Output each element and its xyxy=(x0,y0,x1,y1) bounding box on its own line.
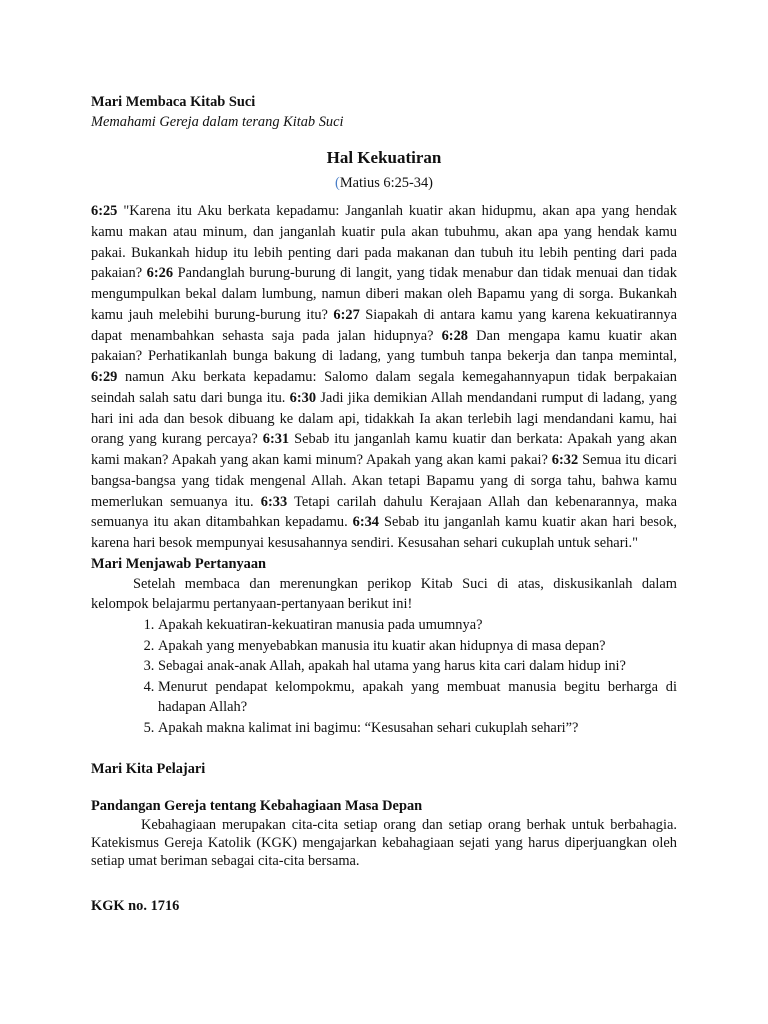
verse-number: 6:31 xyxy=(262,431,290,448)
question-list xyxy=(91,615,677,739)
verse-text: Semua itu dicari bangsa-bangsa yang tidak mengenal Allah. Akan tetapi Bapamu yang di sorga tahu, bahwa kamu memerlukan semuanya itu. xyxy=(91,452,677,510)
reference-text: Matius 6:25-34) xyxy=(339,175,433,191)
scripture-reference xyxy=(91,173,677,193)
scripture-heading: Hal Kekuatiran xyxy=(326,148,442,167)
question-item: 2. Apakah yang menyebabkan manusia itu kuatir akan hidupnya di masa depan? xyxy=(158,636,677,657)
study-heading: Mari Kita Pelajari xyxy=(91,760,206,777)
study-paragraph: Kebahagiaan merupakan cita-cita setiap orang dan setiap orang berhak untuk berbahagia. Katekismus Gereja Katolik (KGK) mengajarkan kebahagiaan sejati yang harus diperjuangkan oleh setiap umat beriman sebagai cita-cita bersama. xyxy=(91,816,677,869)
section-subtitle: Memahami Gereja dalam terang Kitab Suci xyxy=(91,114,344,130)
kgk-heading: KGK no. 1716 xyxy=(91,897,180,914)
verse-number: 6:33 xyxy=(260,493,288,510)
verse-text: Pandanglah burung-burung di langit, yang tidak menabur dan tidak menuai dan tidak mengumpulkan bekal dalam lumbung, namun diberi makan oleh Bapamu yang di sorga. Bukankah kamu jauh melebihi burung-burung itu? xyxy=(91,265,678,323)
section-title: Mari Membaca Kitab Suci xyxy=(91,94,256,110)
scripture-passage xyxy=(91,201,677,554)
question-item: 4. Menurut pendapat kelompokmu, apakah yang membuat manusia begitu berharga di hadapan Allah? xyxy=(158,677,677,718)
study-subheading: Pandangan Gereja tentang Kebahagiaan Masa Depan xyxy=(91,797,423,814)
verse-text: Sebab itu janganlah kamu kuatir dan berkata: Apakah yang akan kami makan? Apakah yang akan kami minum? Apakah yang akan kami pakai? xyxy=(91,431,677,468)
document-content xyxy=(91,92,677,916)
verse-text: Jadi jika demikian Allah mendandani rumput di ladang, yang hari ini ada dan besok dibuang ke dalam api, tidakkah Ia akan terlebih lagi mendandani kamu, hai orang yang kurang percaya? xyxy=(91,389,678,448)
verse-text: "Karena itu Aku berkata kepadamu: Janganlah kuatir akan hidupmu, akan apa yang hendak kamu makan atau minum, dan janganlah kuatir pula akan tubuhmu, akan apa yang hendak kamu pakai. Bukankah hidup itu lebih penting dari pada makanan dan tubuh itu lebih penting dari pada pakaian? xyxy=(91,203,677,282)
verse-number: 6:29 xyxy=(91,369,118,385)
verse-number: 6:26 xyxy=(146,265,174,282)
verse-number: 6:25 xyxy=(91,203,118,219)
verse-number: 6:32 xyxy=(551,452,579,468)
verse-number: 6:30 xyxy=(289,389,317,406)
question-item: 5. Apakah makna kalimat ini bagimu: “Kesusahan sehari cukuplah sehari”? xyxy=(158,718,677,739)
question-item: 1. Apakah kekuatiran-kekuatiran manusia pada umumnya? xyxy=(158,615,677,636)
verse-text: Sebab itu janganlah kamu kuatir akan hari besok, karena hari besok mempunyai kesusahannya sendiri. Kesusahan sehari cukuplah untuk sehari." xyxy=(91,514,678,551)
verse-text: Siapakah di antara kamu yang karena kekuatirannya dapat menambahkan sehasta saja pada jalan hidupnya? xyxy=(91,306,677,344)
reference-open-paren: ( xyxy=(335,175,340,191)
verse-text: namun Aku berkata kepadamu: Salomo dalam segala kemegahannyapun tidak berpakaian seindah salah satu dari bunga itu. xyxy=(91,369,677,406)
verse-number: 6:34 xyxy=(352,514,380,531)
verse-text: Dan mengapa kamu kuatir akan pakaian? Perhatikanlah bunga bakung di ladang, yang tumbuh tanpa bekerja dan tanpa memintal, xyxy=(91,327,677,365)
question-item: 3. Sebagai anak-anak Allah, apakah hal utama yang harus kita cari dalam hidup ini? xyxy=(158,656,677,677)
discussion-heading: Mari Menjawab Pertanyaan xyxy=(91,555,267,572)
verse-number: 6:27 xyxy=(333,306,360,323)
verse-number: 6:28 xyxy=(441,327,468,344)
verse-text: Tetapi carilah dahulu Kerajaan Allah dan kebenarannya, maka semuanya itu akan ditambahkan kepadamu. xyxy=(91,493,677,531)
discussion-intro: Setelah membaca dan merenungkan perikop Kitab Suci di atas, diskusikanlah dalam kelompok belajarmu pertanyaan-pertanyaan berikut ini! xyxy=(91,575,677,613)
